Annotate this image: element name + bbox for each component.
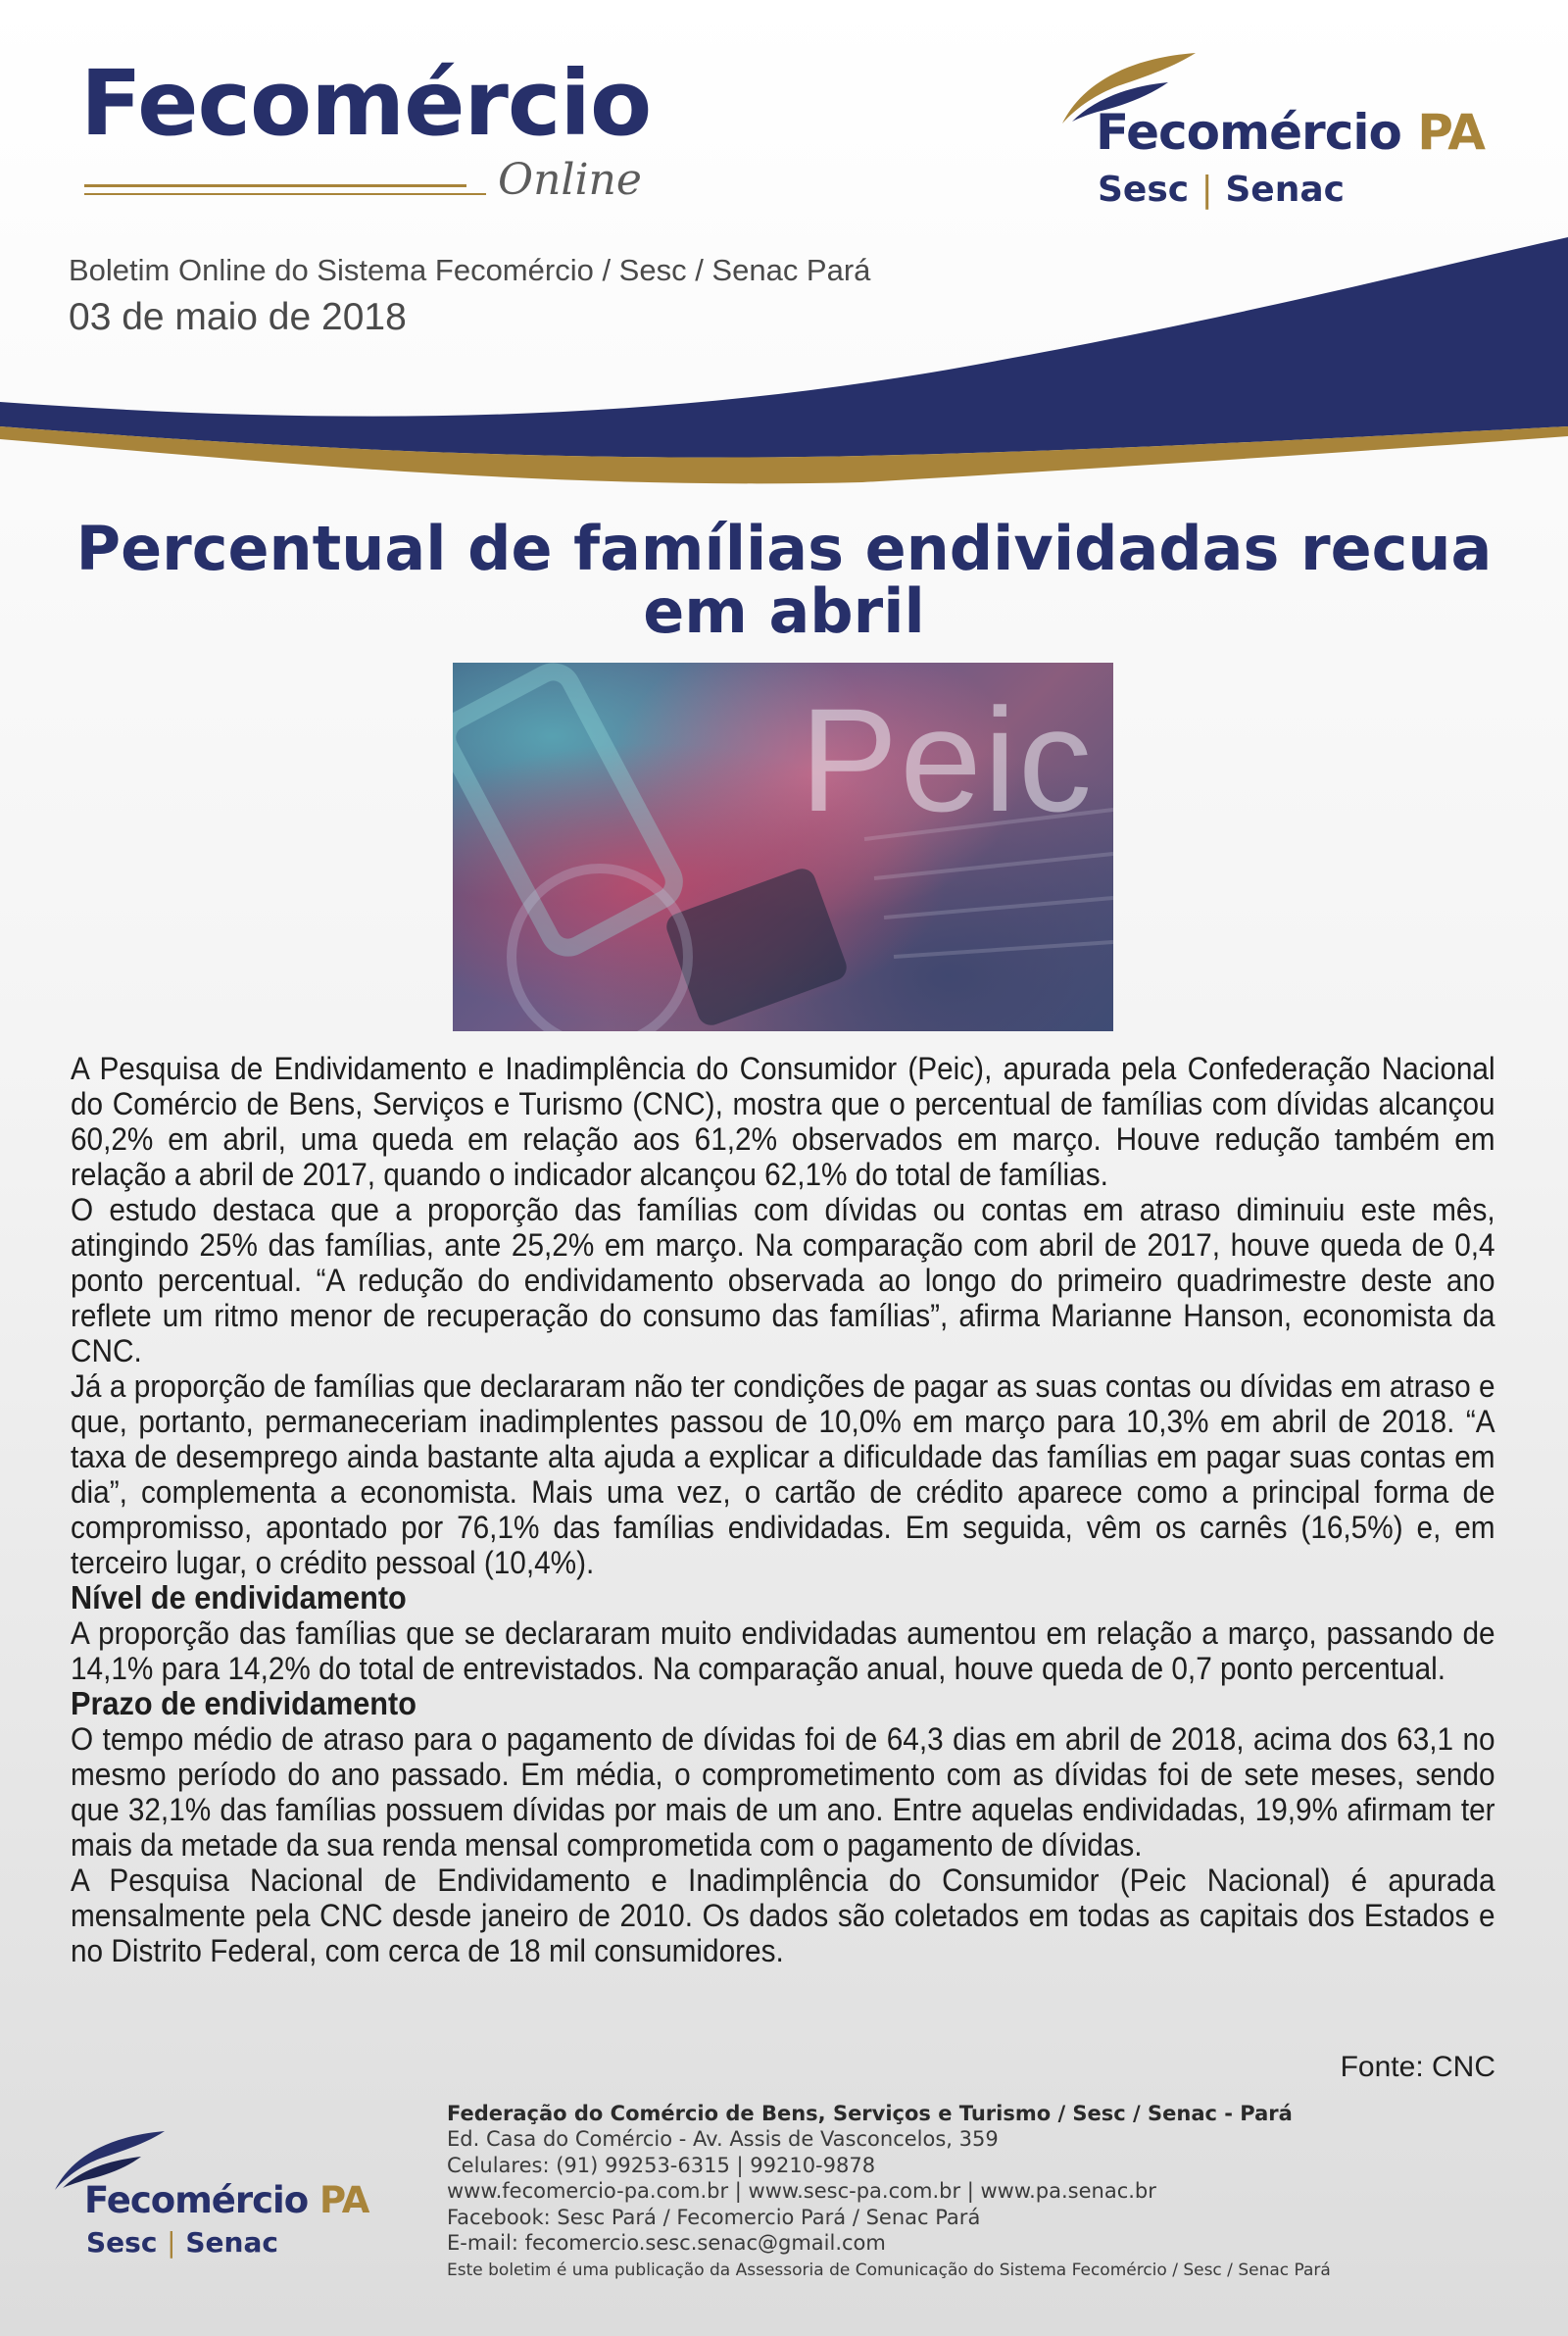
brand-tagline: Online <box>498 155 642 205</box>
paragraph: O tempo médio de atraso para o pagamento de dívidas foi de 64,3 dias em abril de 2018, acima dos 63,1 no mesmo período do ano passado. Em média, o comprometimento com as dívidas foi de sete meses, sendo que 32,1% das famílias possuem dívidas por mais de um ano. Entre aquelas endividadas, 19,9% afirmam ter mais da metade da sua renda mensal comprometida com o pagamento de dívidas. <box>71 1721 1495 1863</box>
footer-email[interactable]: E-mail: fecomercio.sesc.senac@gmail.com <box>447 2231 886 2255</box>
footer-phones: Celulares: (91) 99253-6315 | 99210-9878 <box>447 2154 876 2177</box>
paragraph: A proporção das famílias que se declararam muito endividadas aumentou em relação a março, passando de 14,1% para 14,2% do total de entrevistados. Na comparação anual, houve queda de 0,7 ponto percentual. <box>71 1615 1495 1686</box>
footer-logo-name: Fecomércio PA <box>84 2179 369 2221</box>
footer-facebook: Facebook: Sesc Pará / Fecomercio Pará / Senac Pará <box>447 2206 981 2229</box>
paragraph: A Pesquisa de Endividamento e Inadimplência do Consumidor (Peic), apurada pela Confederação Nacional do Comércio de Bens, Serviços e Turismo (CNC), mostra que o percentual de famílias com dívidas alcançou 60,2% em abril, uma queda em relação aos 61,2% observados em março. Houve redução também em relação a abril de 2017, quando o indicador alcançou 62,1% do total de famílias. <box>71 1051 1495 1192</box>
section-heading: Prazo de endividamento <box>71 1685 417 1721</box>
footer-websites[interactable]: www.fecomercio-pa.com.br | www.sesc-pa.com.br | www.pa.senac.br <box>447 2179 1156 2203</box>
partner-logo-sub: Sesc | Senac <box>1098 170 1345 210</box>
section-heading: Nível de endividamento <box>71 1579 407 1615</box>
footer-organization: Federação do Comércio de Bens, Serviços e Turismo / Sesc / Senac - Pará <box>447 2102 1293 2125</box>
paragraph: A Pesquisa Nacional de Endividamento e Inadimplência do Consumidor (Peic Nacional) é apurada mensalmente pela CNC desde janeiro de 2010. Os dados são coletados em todas as capitais dos Estados e no Distrito Federal, com cerca de 18 mil consumidores. <box>71 1863 1495 1968</box>
bulletin-date: 03 de maio de 2018 <box>69 296 407 338</box>
brand-rule <box>84 184 466 187</box>
article-headline: Percentual de famílias endividadas recua em abril <box>75 513 1493 647</box>
bulletin-subtitle: Boletim Online do Sistema Fecomércio / Sesc / Senac Pará <box>69 253 871 287</box>
paragraph: Já a proporção de famílias que declararam não ter condições de pagar as suas contas ou dívidas em atraso e que, portanto, permaneceriam inadimplentes passou de 10,0% em março para 10,3% em abril de 2018. “A taxa de desemprego ainda bastante alta ajuda a explicar a dificuldade das famílias em pagar suas contas em dia”, complementa a economista. Mais uma vez, o cartão de crédito aparece como a principal forma de compromisso, apontado por 76,1% das famílias endividadas. Em seguida, vêm os carnês (16,5%) e, em terceiro lugar, o crédito pessoal (10,4%). <box>71 1368 1495 1580</box>
source-note: Fonte: CNC <box>1340 2051 1495 2083</box>
brand-rule-thin <box>84 193 486 195</box>
article-body <box>71 1051 1495 1968</box>
paragraph: O estudo destaca que a proporção das famílias com dívidas ou contas em atraso diminuiu este mês, atingindo 25% das famílias, ante 25,2% em março. Na comparação com abril de 2017, houve queda de 0,4 ponto percentual. “A redução do endividamento observada ao longo do primeiro quadrimestre deste ano reflete um ritmo menor de recuperação do consumo das famílias”, afirma Marianne Hanson, economista da CNC. <box>71 1192 1495 1368</box>
footer-publication-note: Este boletim é uma publicação da Assessoria de Comunicação do Sistema Fecomércio / Sesc / Senac Pará <box>447 2261 1331 2280</box>
partner-logo-name: Fecomércio PA <box>1096 104 1486 161</box>
brand-title: Fecomércio <box>80 51 652 156</box>
footer-logo-sub: Sesc | Senac <box>86 2226 278 2259</box>
image-caption-word: Peic <box>800 677 1094 842</box>
article-image <box>453 663 1113 1031</box>
footer-address: Ed. Casa do Comércio - Av. Assis de Vasconcelos, 359 <box>447 2127 999 2151</box>
